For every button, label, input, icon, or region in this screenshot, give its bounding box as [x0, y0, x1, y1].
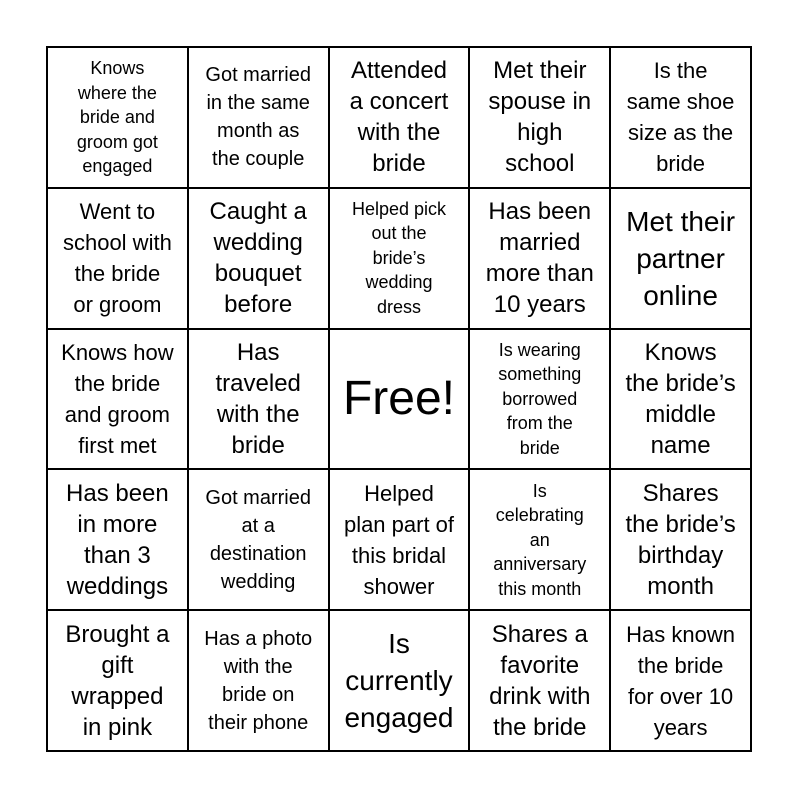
bingo-cell[interactable]	[188, 188, 329, 329]
cell-label: Shares the bride’s birthday month	[625, 479, 736, 600]
cell-label: Is currently engaged	[344, 628, 454, 734]
bingo-cell[interactable]	[469, 469, 610, 610]
cell-label: Has a photo with the bride on their phone	[204, 627, 313, 734]
bingo-cell[interactable]	[610, 47, 751, 188]
bingo-cell[interactable]	[47, 469, 188, 610]
cell-label: Knows how the bride and groom first met	[61, 339, 174, 458]
cell-label: Is wearing something borrowed from the bride	[498, 339, 582, 458]
cell-label: Met their spouse in high school	[488, 57, 592, 178]
cell-label: Shares a favorite drink with the bride	[489, 620, 591, 741]
free-space-cell[interactable]	[329, 329, 470, 470]
bingo-cell[interactable]	[610, 610, 751, 751]
cell-label: Has known the bride for over 10 years	[626, 621, 736, 740]
bingo-cell[interactable]	[188, 329, 329, 470]
cell-label: Has been in more than 3 weddings	[66, 479, 169, 600]
free-space-label: Free!	[342, 371, 455, 425]
cell-label: Attended a concert with the bride	[349, 57, 449, 178]
bingo-board	[46, 46, 752, 752]
bingo-cell[interactable]	[610, 329, 751, 470]
cell-label: Has been married more than 10 years	[485, 198, 594, 319]
bingo-cell[interactable]	[610, 469, 751, 610]
cell-label: Brought a gift wrapped in pink	[65, 620, 170, 741]
bingo-cell[interactable]	[610, 188, 751, 329]
bingo-cell[interactable]	[47, 47, 188, 188]
bingo-cell[interactable]	[329, 47, 470, 188]
bingo-cell[interactable]	[188, 469, 329, 610]
bingo-cell[interactable]	[329, 188, 470, 329]
bingo-cell[interactable]	[329, 469, 470, 610]
bingo-cell[interactable]	[188, 47, 329, 188]
cell-label: Got married at a destination wedding	[205, 486, 311, 593]
bingo-cell[interactable]	[469, 188, 610, 329]
bingo-cell[interactable]	[47, 610, 188, 751]
bingo-cell[interactable]	[469, 47, 610, 188]
cell-label: Knows the bride’s middle name	[625, 338, 736, 459]
cell-label: Helped pick out the bride’s wedding dress	[351, 198, 447, 317]
cell-label: Caught a wedding bouquet before	[209, 198, 307, 319]
bingo-cell[interactable]	[47, 329, 188, 470]
cell-label: Got married in the same month as the couple	[205, 64, 311, 171]
bingo-cell[interactable]	[47, 188, 188, 329]
cell-label: Is celebrating an anniversary this month	[493, 480, 587, 599]
bingo-cell[interactable]	[469, 329, 610, 470]
cell-label: Is the same shoe size as the bride	[626, 58, 735, 177]
cell-label: Helped plan part of this bridal shower	[343, 480, 455, 599]
cell-label: Knows where the bride and groom got engaged	[76, 58, 158, 177]
cell-label: Went to school with the bride or groom	[62, 199, 172, 318]
cell-label: Has traveled with the bride	[215, 338, 301, 459]
cell-label: Met their partner online	[626, 205, 736, 311]
bingo-cell[interactable]	[329, 610, 470, 751]
bingo-cell[interactable]	[188, 610, 329, 751]
bingo-cell[interactable]	[469, 610, 610, 751]
